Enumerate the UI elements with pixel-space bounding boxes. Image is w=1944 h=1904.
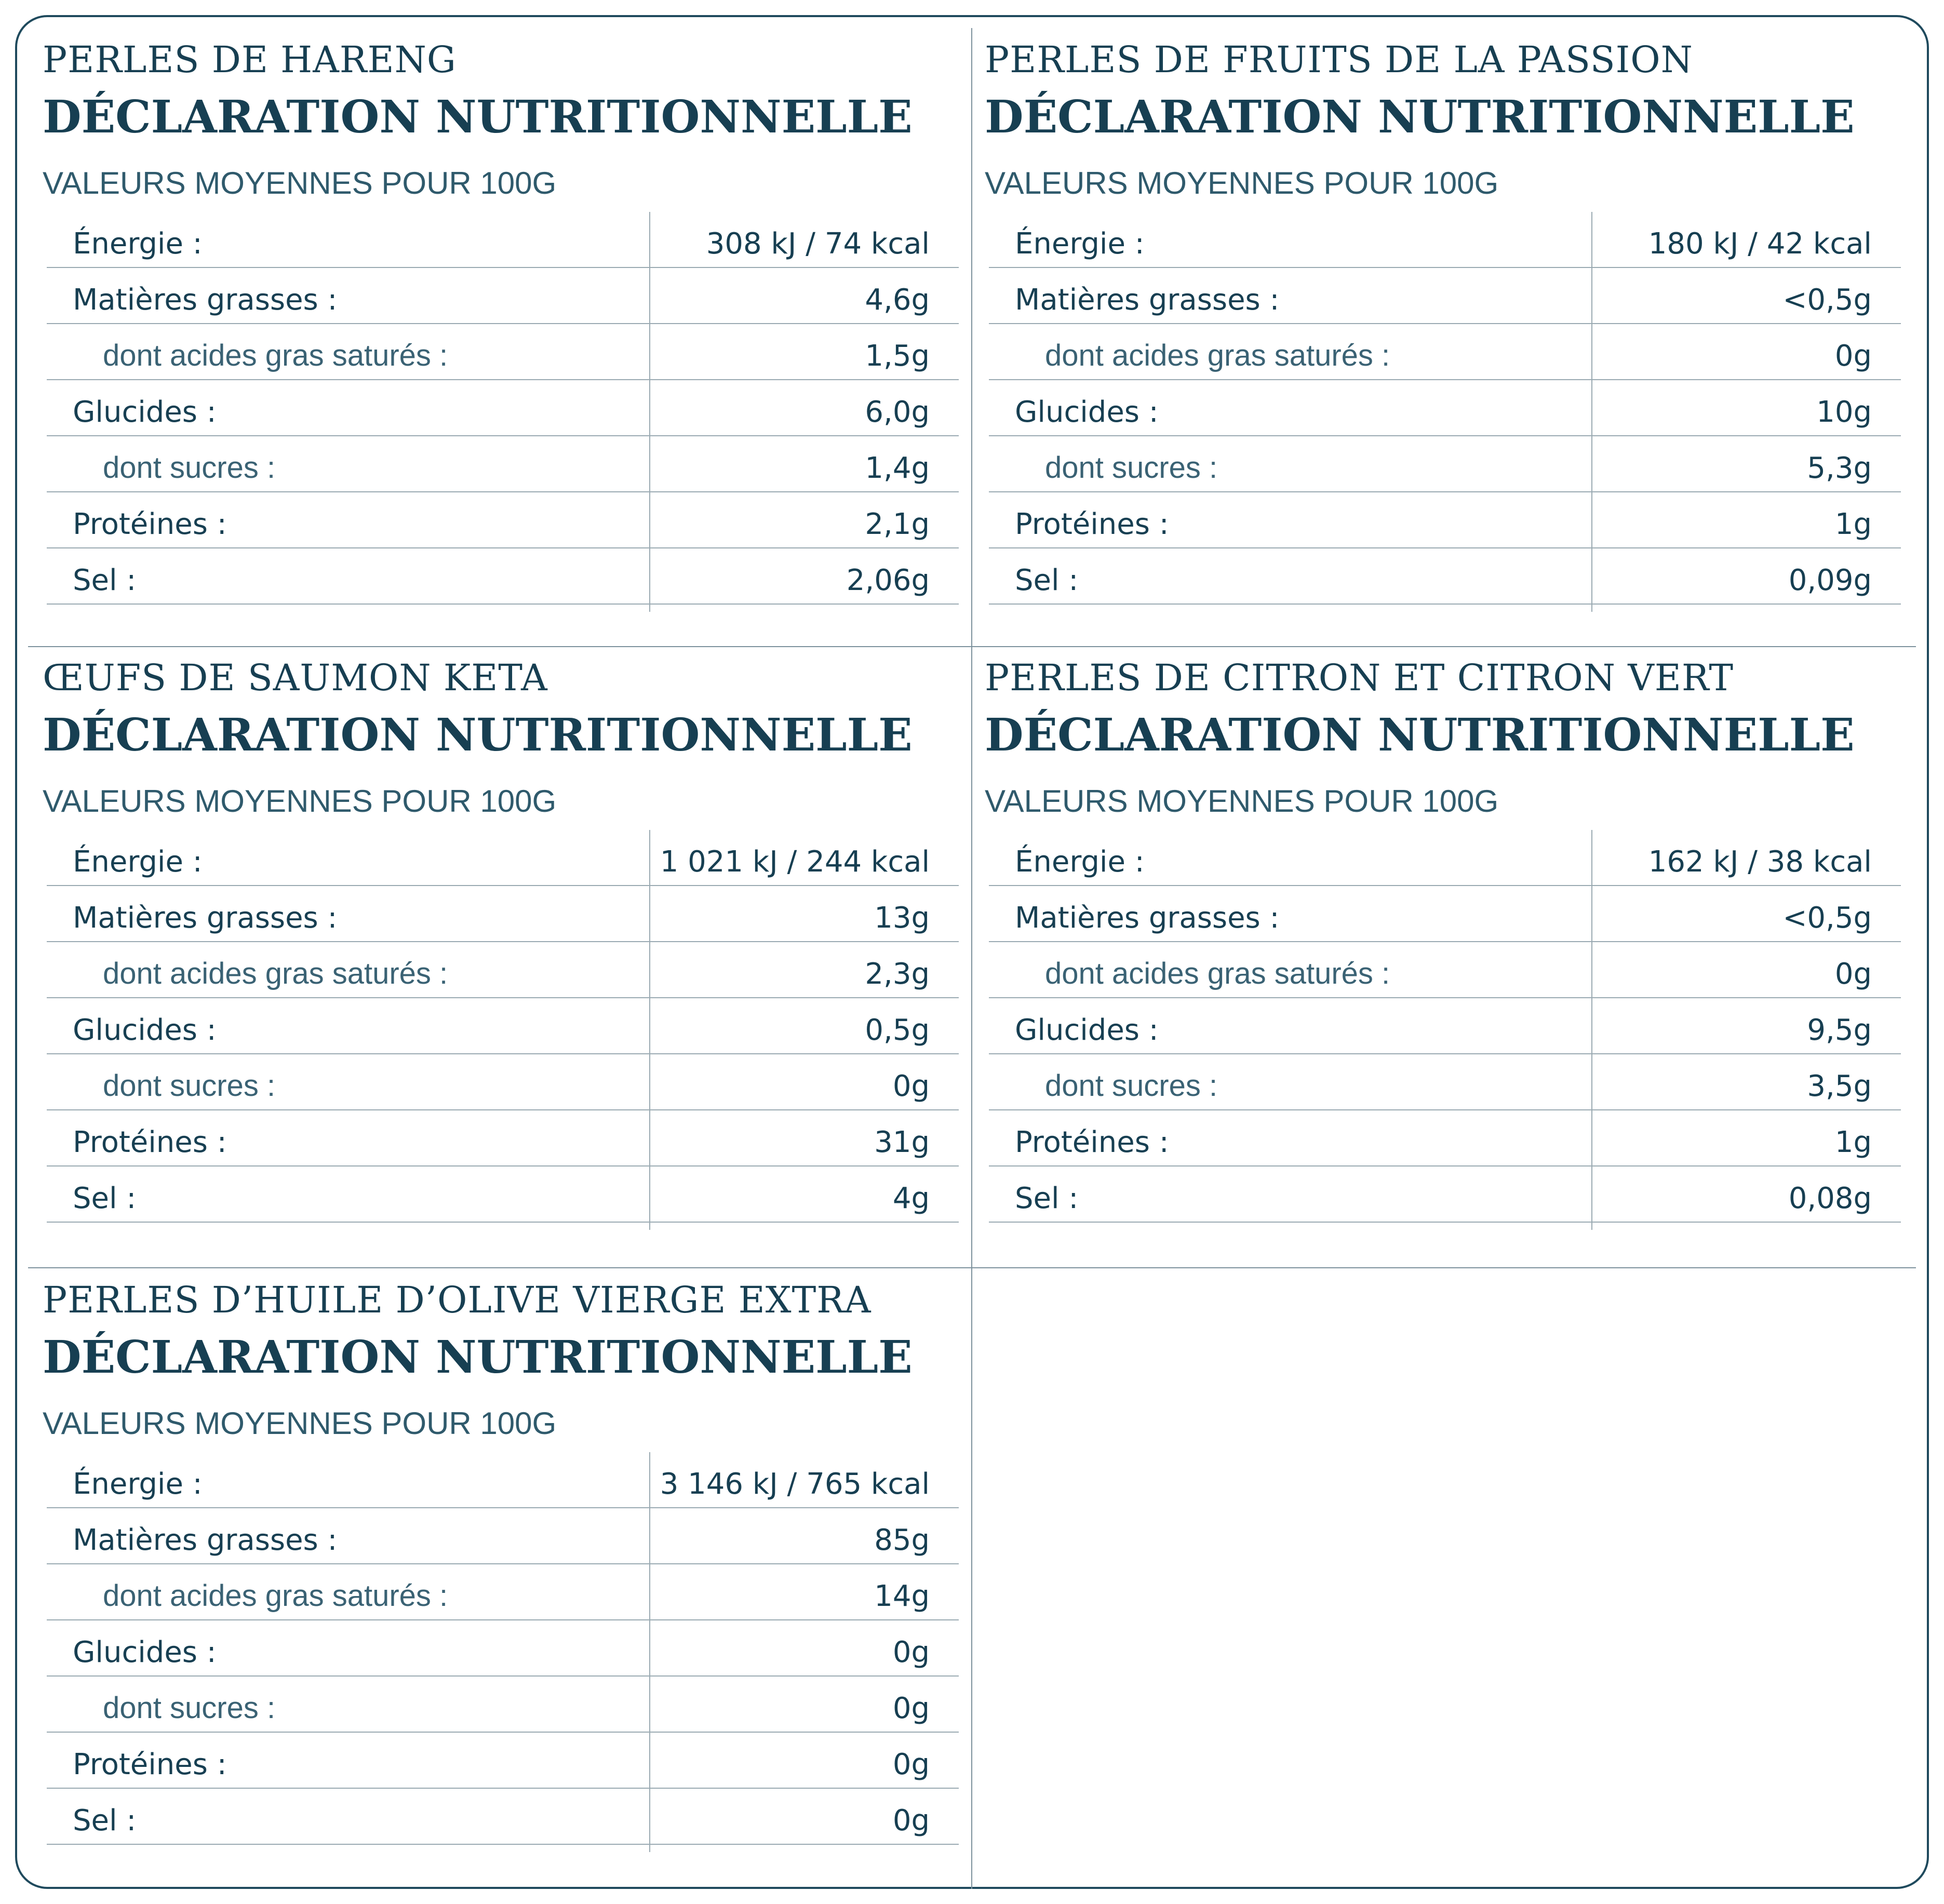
declaration-title: DÉCLARATION NUTRITIONNELLE (985, 91, 1855, 143)
product-name: PERLES DE HARENG (43, 38, 457, 81)
nutrient-value: 3,5g (1807, 1069, 1872, 1103)
row-sucres (989, 436, 1901, 492)
product-name: ŒUFS DE SAUMON KETA (43, 656, 548, 699)
row-acides-gras-satures (989, 324, 1901, 380)
row-energie (989, 212, 1901, 268)
nutrient-label: Énergie : (73, 227, 203, 261)
nutrient-value: 14g (874, 1579, 930, 1613)
nutrient-value: 0,09g (1788, 564, 1872, 597)
declaration-title: DÉCLARATION NUTRITIONNELLE (43, 709, 913, 761)
nutrient-label: dont acides gras saturés : (103, 957, 448, 990)
nutrient-label: Glucides : (73, 395, 217, 429)
nutrient-label: dont sucres : (103, 451, 276, 485)
nutrient-value: 0g (892, 1804, 930, 1838)
nutrient-value: 9,5g (1807, 1013, 1872, 1047)
per-100g-subtitle: VALEURS MOYENNES POUR 100G (985, 166, 1499, 200)
nutrient-value: 1,5g (865, 339, 930, 373)
row-acides-gras-satures (989, 942, 1901, 998)
row-glucides (989, 380, 1901, 436)
row-sel (47, 1789, 959, 1845)
nutrient-value: 2,3g (865, 957, 930, 991)
row-proteines (989, 1110, 1901, 1166)
product-name: PERLES DE FRUITS DE LA PASSION (985, 38, 1693, 81)
nutrient-value: 1g (1834, 1125, 1872, 1159)
nutrient-value: <0,5g (1782, 283, 1872, 317)
nutrient-value: 1g (1834, 507, 1872, 541)
nutrient-value: 2,06g (846, 564, 930, 597)
nutrient-label: dont sucres : (1045, 451, 1218, 485)
nutrition-table (47, 830, 959, 1223)
nutrient-label: Glucides : (73, 1013, 217, 1047)
nutrient-label: Matières grasses : (1015, 283, 1280, 317)
per-100g-subtitle: VALEURS MOYENNES POUR 100G (43, 166, 557, 200)
nutrition-panel (43, 628, 957, 1226)
nutrition-table (989, 830, 1901, 1223)
row-matieres-grasses (47, 886, 959, 942)
row-proteines (47, 1733, 959, 1789)
declaration-title: DÉCLARATION NUTRITIONNELLE (985, 709, 1855, 761)
nutrient-value: 0g (1834, 339, 1872, 373)
nutrient-label: Sel : (73, 564, 137, 597)
nutrient-label: Protéines : (1015, 1125, 1169, 1159)
per-100g-subtitle: VALEURS MOYENNES POUR 100G (985, 784, 1499, 819)
nutrient-value: 0,5g (865, 1013, 930, 1047)
nutrition-table (47, 212, 959, 605)
row-matieres-grasses (989, 886, 1901, 942)
row-sel (989, 548, 1901, 605)
nutrient-label: dont acides gras saturés : (1045, 957, 1390, 990)
nutrient-value: 5,3g (1807, 451, 1872, 485)
row-proteines (989, 492, 1901, 548)
row-sel (47, 548, 959, 605)
row-matieres-grasses (47, 268, 959, 324)
row-acides-gras-satures (47, 942, 959, 998)
row-sel (989, 1166, 1901, 1223)
nutrient-value: 85g (874, 1523, 930, 1557)
nutrient-label: Protéines : (73, 1125, 227, 1159)
nutrient-value: <0,5g (1782, 901, 1872, 935)
nutrient-value: 4g (892, 1182, 930, 1215)
nutrient-label: dont acides gras saturés : (103, 339, 448, 372)
nutrient-value: 0g (892, 1635, 930, 1669)
nutrient-label: Protéines : (73, 507, 227, 541)
row-sucres (47, 1677, 959, 1733)
nutrient-label: dont sucres : (1045, 1069, 1218, 1103)
row-matieres-grasses (47, 1508, 959, 1564)
nutrient-value: 1,4g (865, 451, 930, 485)
column-divider (971, 28, 972, 1889)
nutrient-label: Glucides : (1015, 395, 1159, 429)
nutrient-value: 0g (892, 1692, 930, 1725)
nutrient-label: Énergie : (1015, 845, 1145, 879)
nutrient-value: 1 021 kJ / 244 kcal (660, 845, 930, 879)
row-glucides (989, 998, 1901, 1054)
nutrient-label: dont sucres : (103, 1069, 276, 1103)
nutrient-label: Protéines : (1015, 507, 1169, 541)
nutrient-label: Matières grasses : (73, 901, 338, 935)
nutrient-label: Énergie : (73, 1467, 203, 1501)
nutrient-label: Sel : (73, 1182, 137, 1215)
nutrient-value: 0g (1834, 957, 1872, 991)
declaration-title: DÉCLARATION NUTRITIONNELLE (43, 1331, 913, 1384)
row-proteines (47, 1110, 959, 1166)
row-proteines (47, 492, 959, 548)
nutrition-panel (985, 10, 1899, 608)
nutrient-label: Glucides : (73, 1635, 217, 1669)
row-sel (47, 1166, 959, 1223)
nutrient-label: Sel : (1015, 1182, 1079, 1215)
row-energie (47, 212, 959, 268)
nutrition-panel (43, 10, 957, 608)
nutrient-label: Sel : (1015, 564, 1079, 597)
per-100g-subtitle: VALEURS MOYENNES POUR 100G (43, 784, 557, 819)
nutrient-value: 0g (892, 1069, 930, 1103)
product-name: PERLES D’HUILE D’OLIVE VIERGE EXTRA (43, 1279, 872, 1321)
nutrient-label: dont acides gras saturés : (103, 1579, 448, 1613)
nutrition-table (47, 1452, 959, 1845)
nutrient-value: 6,0g (865, 395, 930, 429)
nutrient-label: Énergie : (73, 845, 203, 879)
nutrient-value: 2,1g (865, 507, 930, 541)
nutrition-panel (43, 1251, 957, 1848)
nutrition-table (989, 212, 1901, 605)
nutrient-label: Matières grasses : (73, 283, 338, 317)
row-sucres (989, 1054, 1901, 1110)
row-matieres-grasses (989, 268, 1901, 324)
product-name: PERLES DE CITRON ET CITRON VERT (985, 656, 1734, 699)
nutrient-value: 13g (874, 901, 930, 935)
nutrient-value: 10g (1816, 395, 1872, 429)
nutrient-value: 180 kJ / 42 kcal (1648, 227, 1872, 261)
row-glucides (47, 380, 959, 436)
nutrient-value: 0g (892, 1748, 930, 1781)
nutrient-label: dont acides gras saturés : (1045, 339, 1390, 372)
nutrient-value: 308 kJ / 74 kcal (706, 227, 930, 261)
declaration-title: DÉCLARATION NUTRITIONNELLE (43, 91, 913, 143)
row-energie (47, 830, 959, 886)
row-energie (989, 830, 1901, 886)
nutrient-label: Énergie : (1015, 227, 1145, 261)
row-sucres (47, 436, 959, 492)
nutrient-value: 3 146 kJ / 765 kcal (660, 1467, 930, 1501)
nutrient-label: Matières grasses : (1015, 901, 1280, 935)
nutrient-value: 0,08g (1788, 1182, 1872, 1215)
nutrient-value: 162 kJ / 38 kcal (1648, 845, 1872, 879)
nutrition-panel (985, 628, 1899, 1226)
nutrient-label: Matières grasses : (73, 1523, 338, 1557)
row-glucides (47, 1620, 959, 1677)
nutrient-label: Protéines : (73, 1748, 227, 1781)
nutrient-value: 4,6g (865, 283, 930, 317)
nutrient-label: Sel : (73, 1804, 137, 1838)
row-energie (47, 1452, 959, 1508)
row-acides-gras-satures (47, 1564, 959, 1620)
nutrient-value: 31g (874, 1125, 930, 1159)
nutrient-label: dont sucres : (103, 1691, 276, 1725)
row-glucides (47, 998, 959, 1054)
per-100g-subtitle: VALEURS MOYENNES POUR 100G (43, 1406, 557, 1441)
nutrient-label: Glucides : (1015, 1013, 1159, 1047)
row-sucres (47, 1054, 959, 1110)
row-acides-gras-satures (47, 324, 959, 380)
